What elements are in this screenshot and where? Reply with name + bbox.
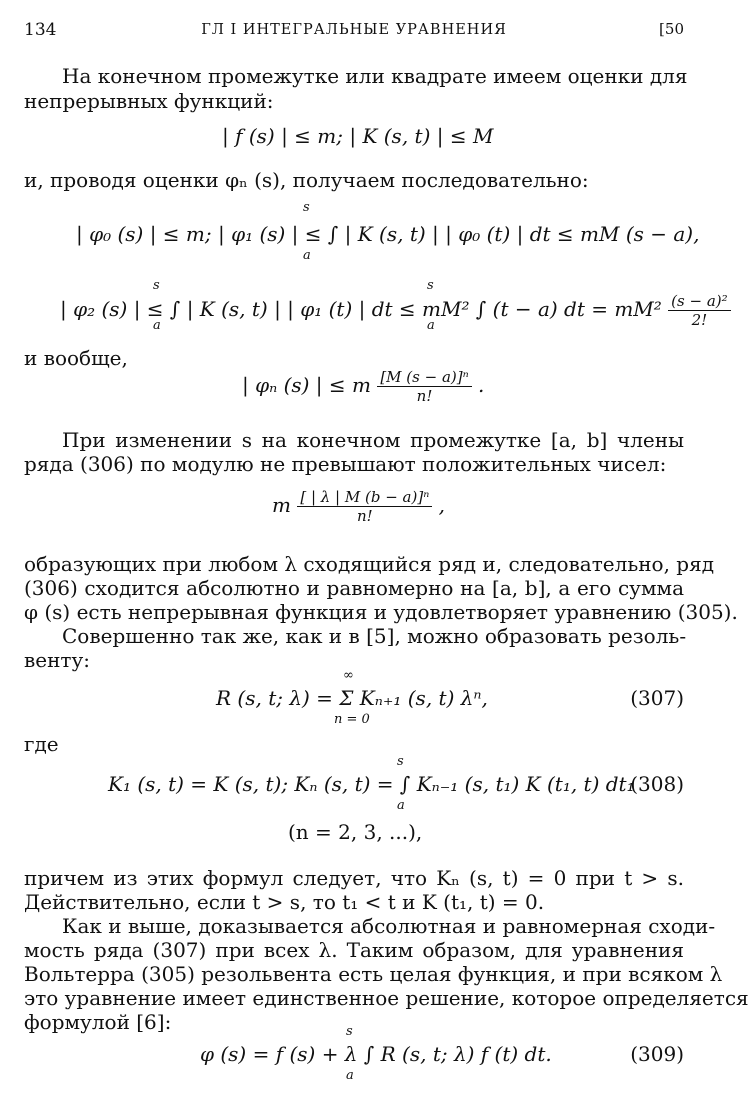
formula-phi2-left: | φ₂ (s) | ≤ ∫ | K (s, t) | | φ₁ (t) | dt ≤ mM² ∫ (t − a) dt = mM² <box>60 297 662 321</box>
formula-bounds: | f (s) | ≤ m; | K (s, t) | ≤ M <box>222 124 494 148</box>
fraction <box>377 368 471 405</box>
fraction-denominator: n! <box>416 387 433 405</box>
text-line: причем из этих формул следует, что Kₙ (s, t) = 0 при t > s. <box>24 866 684 890</box>
text-line: и вообще, <box>24 346 128 370</box>
fraction-denominator: 2! <box>691 311 708 329</box>
punctuation: . <box>478 373 485 397</box>
text-line: (306) сходится абсолютно и равномерно на [a, b], а его сумма <box>24 576 684 600</box>
formula-kernels: K₁ (s, t) = K (s, t); Kₙ (s, t) = ∫ Kₙ₋₁ (s, t₁) K (t₁, t) dt₁ <box>108 772 635 796</box>
text-line: Действительно, если t > s, то t₁ < t и K (t₁, t) = 0. <box>24 890 545 914</box>
text-line: При изменении s на конечном промежутке [a, b] члены <box>62 428 684 452</box>
text-line: формулой [6]: <box>24 1010 172 1034</box>
text-line: венту: <box>24 648 90 672</box>
integral-upper-limit: s <box>153 278 160 293</box>
formula-range: (n = 2, 3, ...), <box>288 820 423 844</box>
formula-resolvent: R (s, t; λ) = Σ Kₙ₊₁ (s, t) λⁿ, <box>216 686 488 710</box>
integral-upper-limit: s <box>427 278 434 293</box>
equation-number: (309) <box>630 1042 684 1066</box>
text-line: образующих при любом λ сходящийся ряд и, следовательно, ряд <box>24 552 715 576</box>
integral-lower-limit: a <box>303 248 311 263</box>
integral-lower-limit: a <box>427 318 435 333</box>
integral-upper-limit: s <box>346 1024 353 1039</box>
text-line: Вольтерра (305) резольвента есть целая функция, и при всяком λ <box>24 962 723 986</box>
equation-number: (308) <box>630 772 684 796</box>
formula-m: m <box>272 493 291 517</box>
sum-upper-limit: ∞ <box>343 668 354 683</box>
text-line: Как и выше, доказывается абсолютная и равномерная сходи- <box>62 914 716 938</box>
text-line: это уравнение имеет единственное решение, которое определяется <box>24 986 749 1010</box>
text-line: ряда (306) по модулю не превышают положительных чисел: <box>24 452 667 476</box>
fraction <box>297 488 432 525</box>
integral-lower-limit: a <box>346 1068 354 1083</box>
fraction-denominator: n! <box>356 507 373 525</box>
sum-lower-limit: n = 0 <box>334 712 370 727</box>
fraction-numerator: (s − a)² <box>668 292 730 311</box>
integral-lower-limit: a <box>153 318 161 333</box>
text-line: мость ряда (307) при всех λ. Таким образом, для уравнения <box>24 938 684 962</box>
text-line: φ (s) есть непрерывная функция и удовлетворяет уравнению (305). <box>24 600 738 624</box>
section-number: [50 <box>659 20 684 38</box>
formula-solution: φ (s) = f (s) + λ ∫ R (s, t; λ) f (t) dt. <box>200 1042 552 1066</box>
text-line: и, проводя оценки φₙ (s), получаем последовательно: <box>24 168 589 192</box>
fraction-numerator: [ | λ | M (b − a)]ⁿ <box>297 488 432 507</box>
integral-upper-limit: s <box>397 754 404 769</box>
text-line: Совершенно так же, как и в [5], можно образовать резоль- <box>62 624 687 648</box>
formula-phi0-phi1: | φ₀ (s) | ≤ m; | φ₁ (s) | ≤ ∫ | K (s, t) | | φ₀ (t) | dt ≤ mM (s − a), <box>76 222 700 246</box>
equation-number: (307) <box>630 686 684 710</box>
fraction <box>668 292 730 329</box>
text-line: На конечном промежутке или квадрате имеем оценки для <box>62 64 688 88</box>
chapter-title: ГЛ I ИНТЕГРАЛЬНЫЕ УРАВНЕНИЯ <box>201 22 507 38</box>
page-header <box>24 20 684 44</box>
integral-upper-limit: s <box>303 200 310 215</box>
integral-lower-limit: a <box>397 798 405 813</box>
text-line: где <box>24 732 59 756</box>
fraction-numerator: [M (s − a)]ⁿ <box>377 368 471 387</box>
text-line: непрерывных функций: <box>24 89 274 113</box>
page-number: 134 <box>24 20 57 40</box>
formula-series-bound <box>272 488 445 525</box>
formula-phin <box>242 368 484 405</box>
punctuation: , <box>438 493 445 517</box>
formula-phin-left: | φₙ (s) | ≤ m <box>242 373 371 397</box>
